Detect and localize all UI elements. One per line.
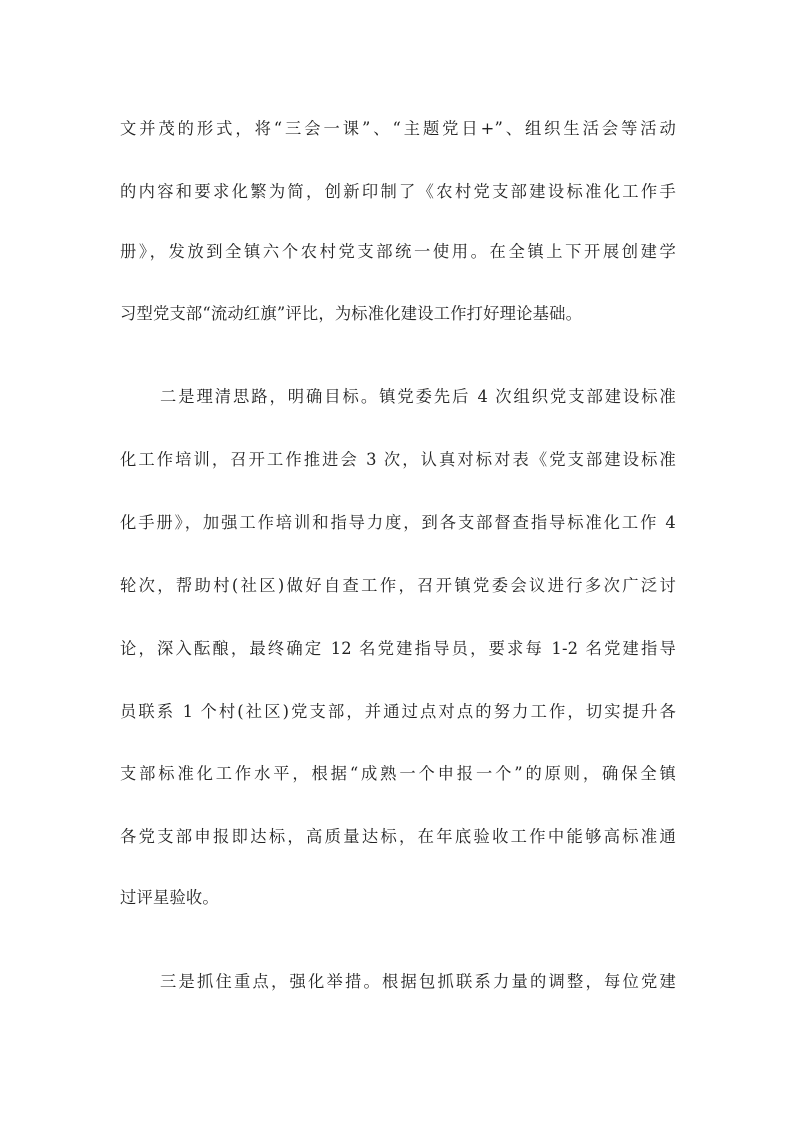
paragraph-line: 论，深入酝酿，最终确定 12 名党建指导员，要求每 1-2 名党建指导: [120, 639, 676, 658]
paragraph-line: 的内容和要求化繁为简，创新印制了《农村党支部建设标准化工作手: [120, 182, 676, 201]
paragraph-line: 册》，发放到全镇六个农村党支部统一使用。在全镇上下开展创建学: [120, 242, 676, 261]
paragraph-line: 二是理清思路，明确目标。镇党委先后 4 次组织党支部建设标准: [160, 387, 676, 406]
paragraph-line: 员联系 1 个村(社区)党支部，并通过点对点的努力工作，切实提升各: [120, 702, 676, 721]
paragraph-line: 习型党支部“流动红旗”评比，为标准化建设工作打好理论基础。: [120, 304, 583, 323]
paragraph-line: 三是抓住重点，强化举措。根据包抓联系力量的调整，每位党建: [160, 972, 676, 991]
paragraph-line: 化工作培训，召开工作推进会 3 次，认真对标对表《党支部建设标准: [120, 450, 676, 469]
paragraph-line: 轮次，帮助村(社区)做好自查工作，召开镇党委会议进行多次广泛讨: [120, 576, 676, 595]
paragraph-line: 文并茂的形式，将“三会一课”、“主题党日+”、组织生活会等活动: [120, 119, 676, 138]
paragraph-line: 各党支部申报即达标，高质量达标，在年底验收工作中能够高标准通: [120, 827, 676, 846]
paragraph-line: 支部标准化工作水平，根据“成熟一个申报一个”的原则，确保全镇: [120, 764, 676, 783]
paragraph-line: 化手册》，加强工作培训和指导力度，到各支部督查指导标准化工作 4: [120, 513, 676, 532]
paragraph-line: 过评星验收。: [120, 888, 219, 907]
